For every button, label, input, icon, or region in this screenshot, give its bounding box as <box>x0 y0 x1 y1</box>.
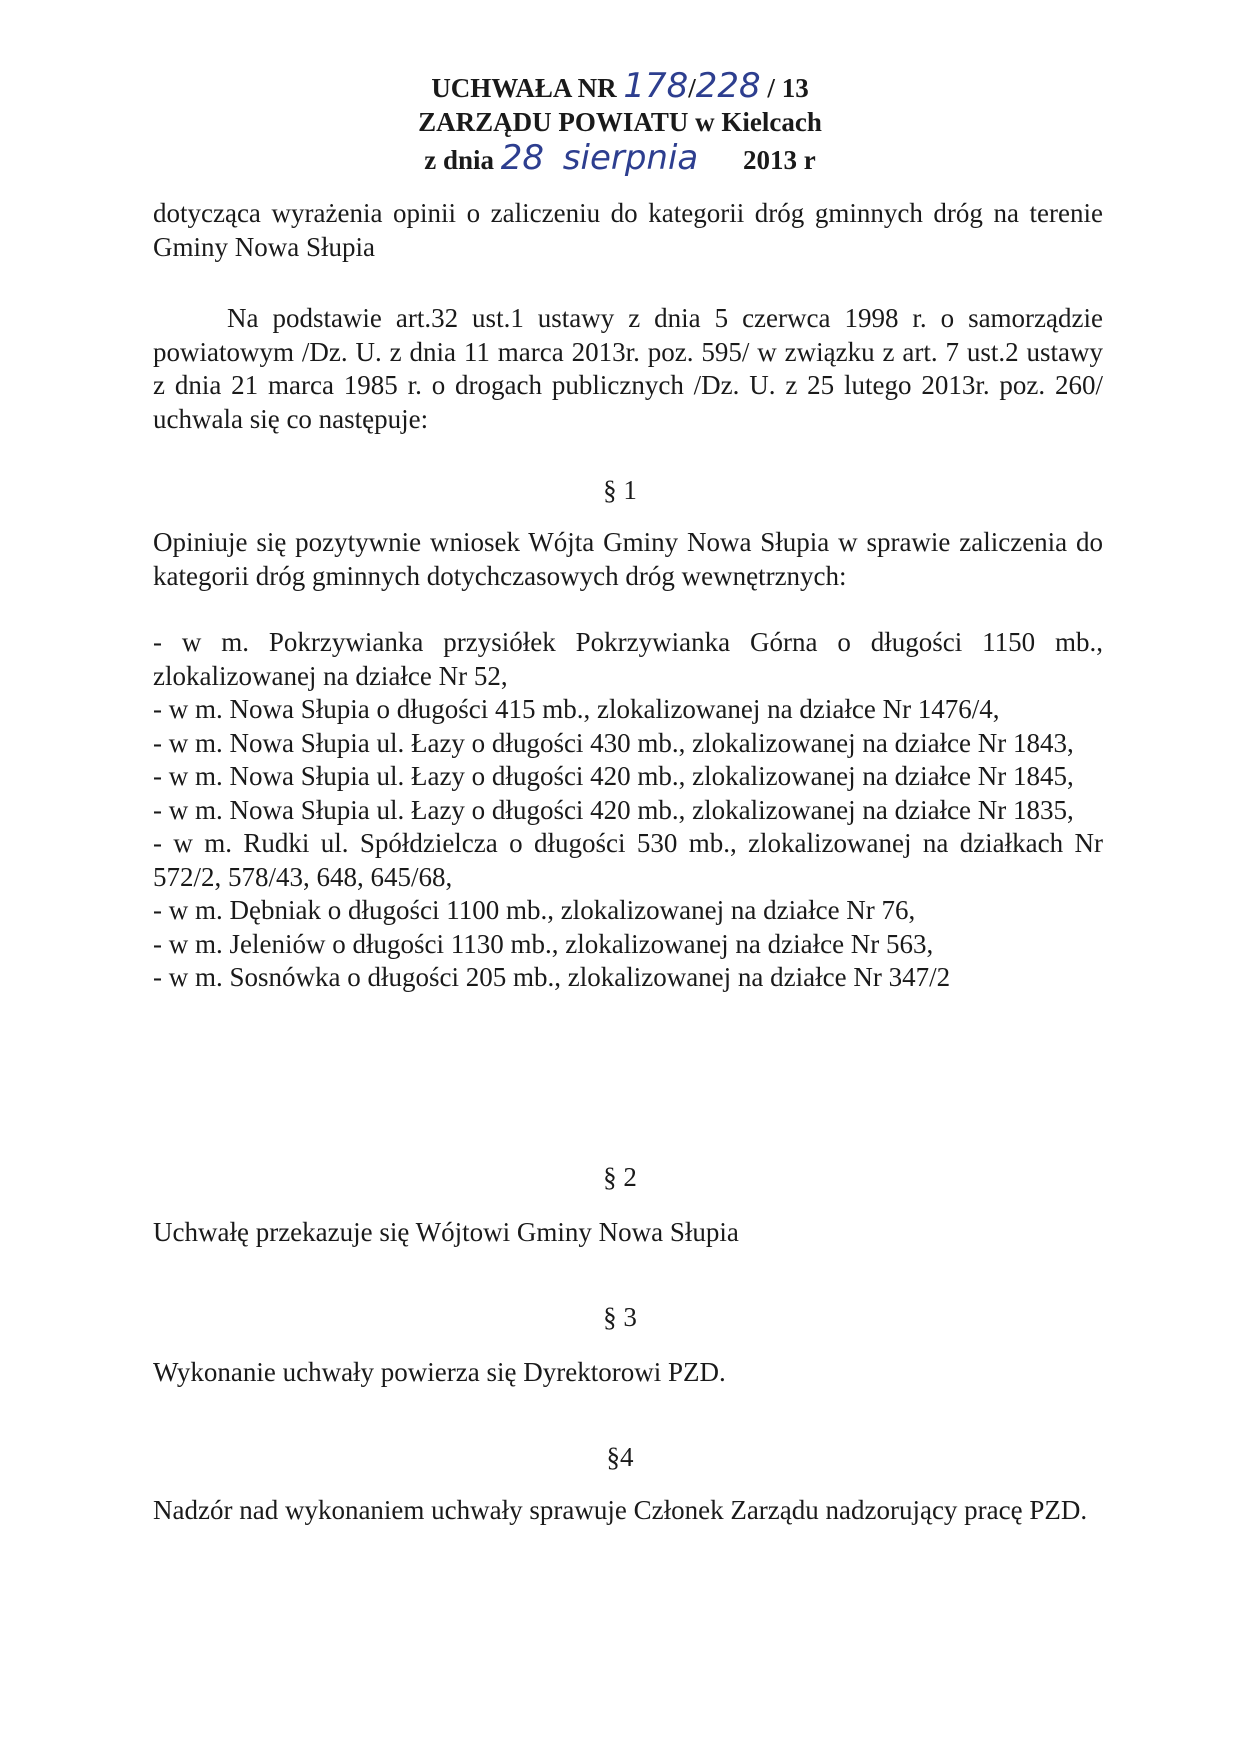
section-1-body: Opiniuje się pozytywnie wniosek Wójta Gminy Nowa Słupia w sprawie zaliczenia do kategorii dróg gminnych dotychczasowych dróg wewnętrznych: <box>153 527 1103 591</box>
list-item: - w m. Sosnówka o długości 205 mb., zlokalizowanej na działce Nr 347/2 <box>153 962 951 992</box>
handwritten-date-month: sierpnia <box>562 138 699 178</box>
list-item: - w m. Nowa Słupia o długości 415 mb., zlokalizowanej na działce Nr 1476/4, <box>153 694 1000 724</box>
subject-text: dotycząca wyrażenia opinii o zaliczeniu do kategorii dróg gminnych dróg na terenie Gminy Nowa Słupia <box>153 198 1103 262</box>
number-separator-2: / <box>767 73 775 103</box>
section-1-list <box>153 626 1103 995</box>
resolution-issuer: ZARZĄDU POWIATU w Kielcach <box>418 107 822 137</box>
handwritten-date-day: 28 <box>500 138 545 178</box>
list-item: - w m. Nowa Słupia ul. Łazy o długości 430 mb., zlokalizowanej na działce Nr 1843, <box>153 727 1074 758</box>
resolution-title <box>0 68 1240 106</box>
list-item: - w m. Nowa Słupia ul. Łazy o długości 420 mb., zlokalizowanej na działce Nr 1835, <box>153 794 1074 825</box>
number-separator-1: / <box>688 73 696 103</box>
date-year: 2013 r <box>743 145 816 175</box>
section-4-body: Nadzór nad wykonaniem uchwały sprawuje Członek Zarządu nadzorujący pracę PZD. <box>153 1495 1088 1525</box>
number-year: 13 <box>781 73 809 103</box>
list-item: - w m. Pokrzywianka przysiółek Pokrzywianka Górna o długości 1150 mb., zlokalizowanej na działce Nr 52, <box>153 627 1103 691</box>
legal-basis <box>153 302 1103 436</box>
section-2-text <box>153 1216 1103 1250</box>
resolution-subject <box>153 197 1103 264</box>
handwritten-number-2: 228 <box>695 66 761 106</box>
section-3-body: Wykonanie uchwały powierza się Dyrektorowi PZD. <box>153 1357 726 1387</box>
section-4-text <box>153 1494 1103 1528</box>
section-4-mark: §4 <box>606 1442 634 1472</box>
resolution-date <box>0 140 1240 178</box>
section-1-text <box>153 526 1103 593</box>
legal-basis-text: Na podstawie art.32 ust.1 ustawy z dnia 5 czerwca 1998 r. o samorządzie powiatowym /Dz. U. z dnia 11 marca 2013r. poz. 595/ w związku z art. 7 ust.2 ustawy z dnia 21 marca 1985 r. o drogach publicznych /Dz. U. z 25 lutego 2013r. poz. 260/ uchwala się co następuje: <box>153 303 1103 434</box>
list-item: - w m. Jeleniów o długości 1130 mb., zlokalizowanej na działce Nr 563, <box>153 928 934 959</box>
handwritten-number-1: 178 <box>623 66 689 106</box>
section-2-mark: § 2 <box>603 1162 637 1192</box>
list-item: - w m. Rudki ul. Spółdzielcza o długości 530 mb., zlokalizowanej na działkach Nr 572/2, 578/43, 648, 645/68, <box>153 828 1103 892</box>
title-prefix: UCHWAŁA NR <box>431 73 617 103</box>
section-2-body: Uchwałę przekazuje się Wójtowi Gminy Nowa Słupia <box>153 1217 739 1247</box>
list-item: - w m. Nowa Słupia ul. Łazy o długości 420 mb., zlokalizowanej na działce Nr 1845, <box>153 761 1074 791</box>
section-3-mark: § 3 <box>603 1302 637 1332</box>
list-item: - w m. Dębniak o długości 1100 mb., zlokalizowanej na działce Nr 76, <box>153 895 916 925</box>
date-prefix: z dnia <box>424 145 495 175</box>
section-1-mark: § 1 <box>603 475 637 505</box>
section-3-text <box>153 1356 1103 1390</box>
